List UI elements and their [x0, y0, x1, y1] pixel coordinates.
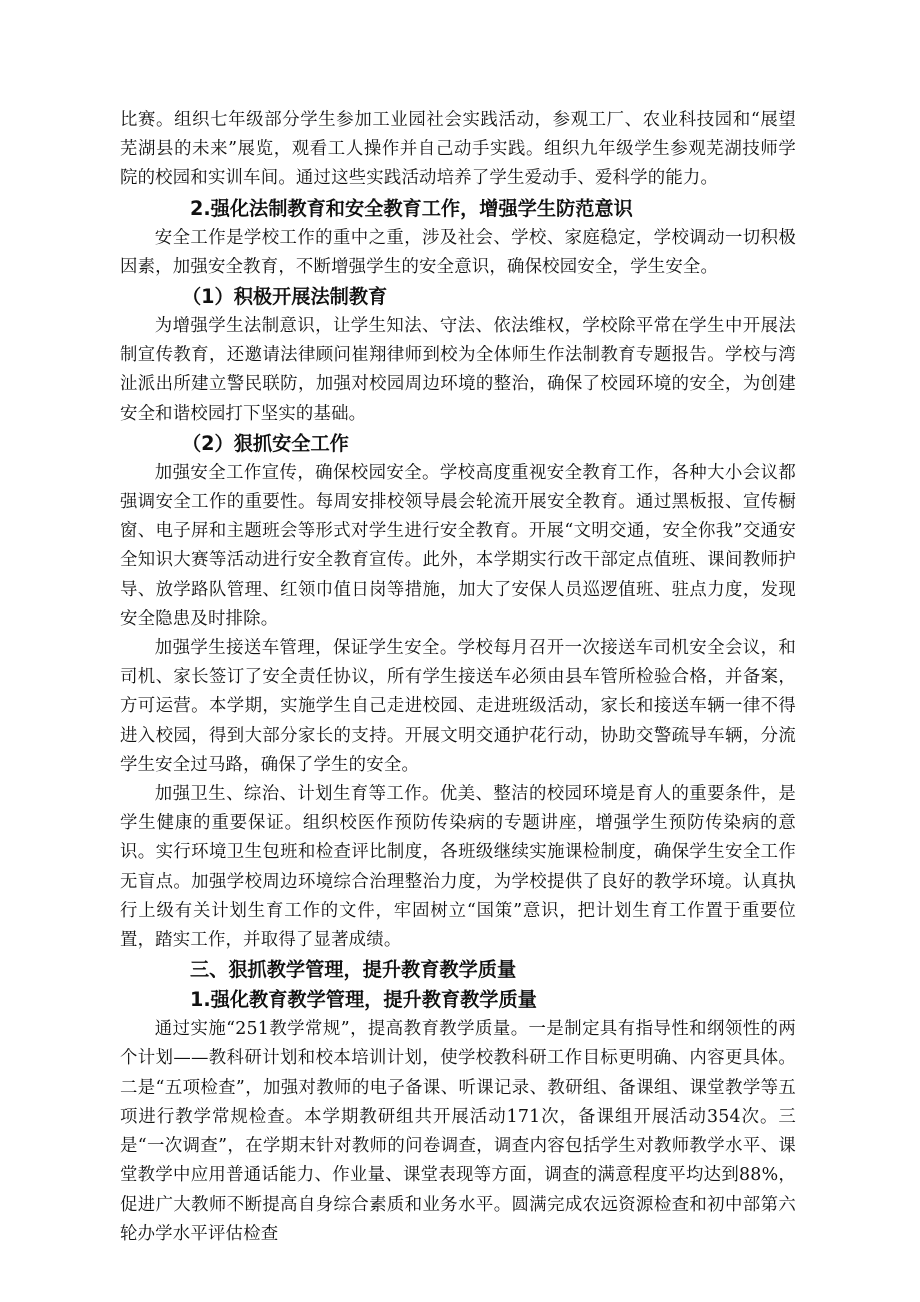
heading-strengthen-teaching: 1.强化教育教学管理，提升教育教学质量 [190, 988, 537, 1012]
paragraph-teaching-routine: 通过实施“251教学常规”，提高教育教学质量。一是制定具有指导性和纲领性的两个计划——教科研计划和校本培训计划，使学校教科研工作目标更明确、内容更具体。二是“五项检查”，加强对教师的电子备课、听课记录、教研组、备课组、课堂教学等五项进行教学常规检查。本学期教研组共开展活动171次，备课组开展活动354次。三是“一次调查”，在学期末针对教师的问卷调查，调查内容包括学生对教师教学水平、课堂教学中应用普通话能力、作业量、课堂表现等方面，调查的满意程度平均达到88%，促进广大教师不断提高自身综合素质和业务水平。圆满完成农远资源检查和初中部第六轮办学水平评估检查 [120, 1019, 796, 1244]
heading-law-education: （1）积极开展法制教育 [182, 285, 388, 309]
paragraph-safety-intro: 安全工作是学校工作的重中之重，涉及社会、学校、家庭稳定，学校调动一切积极因素，加强安全教育，不断增强学生的安全意识，确保校园安全，学生安全。 [120, 227, 796, 277]
paragraph-safety-publicity: 加强安全工作宣传，确保校园安全。学校高度重视安全教育工作，各种大小会议都强调安全工作的重要性。每周安排校领导晨会轮流开展安全教育。通过黑板报、宣传橱窗、电子屏和主题班会等形式对学生进行安全教育。开展“文明交通，安全你我”交通安全知识大赛等活动进行安全教育宣传。此外，本学期实行改干部定点值班、课间教师护导、放学路队管理、红领巾值日岗等措施，加大了安保人员巡逻值班、驻点力度，发现安全隐患及时排除。 [120, 462, 796, 629]
document-page [120, 106, 796, 1249]
paragraph-practice-activities: 比赛。组织七年级部分学生参加工业园社会实践活动，参观工厂、农业科技园和“展望芜湖县的未来”展览，观看工人操作并自己动手实践。组织九年级学生参观芜湖技师学院的校园和实训车间。通过这些实践活动培养了学生爱动手、爱科学的能力。 [120, 110, 796, 189]
paragraph-health-work: 加强卫生、综治、计划生育等工作。优美、整洁的校园环境是育人的重要条件，是学生健康的重要保证。组织校医作预防传染病的专题讲座，增强学生预防传染病的意识。实行环境卫生包班和检查评比制度，各班级继续实施课检制度，确保学生安全工作无盲点。加强学校周边环境综合治理整治力度，为学校提供了良好的教学环境。认真执行上级有关计划生育工作的文件，牢固树立“国策”意识，把计划生育工作置于重要位置，踏实工作，并取得了显著成绩。 [120, 784, 796, 951]
heading-teaching-management: 三、狠抓教学管理，提升教育教学质量 [190, 958, 517, 982]
paragraph-school-bus: 加强学生接送车管理，保证学生安全。学校每月召开一次接送车司机安全会议，和司机、家长签订了安全责任协议，所有学生接送车必须由县车管所检验合格，并备案，方可运营。本学期，实施学生自己走进校园、走进班级活动，家长和接送车辆一律不得进入校园，得到大部分家长的支持。开展文明交通护花行动，协助交警疏导车辆，分流学生安全过马路，确保了学生的安全。 [120, 638, 796, 775]
paragraph-law-education: 为增强学生法制意识，让学生知法、守法、依法维权，学校除平常在学生中开展法制宣传教育，还邀请法律顾问崔翔律师到校为全体师生作法制教育专题报告。学校与湾沚派出所建立警民联防，加强对校园周边环境的整治，确保了校园环境的安全，为创建安全和谐校园打下坚实的基础。 [120, 316, 796, 424]
heading-safety-work: （2）狠抓安全工作 [182, 431, 349, 455]
heading-law-safety-education: 2.强化法制教育和安全教育工作，增强学生防范意识 [190, 196, 633, 220]
